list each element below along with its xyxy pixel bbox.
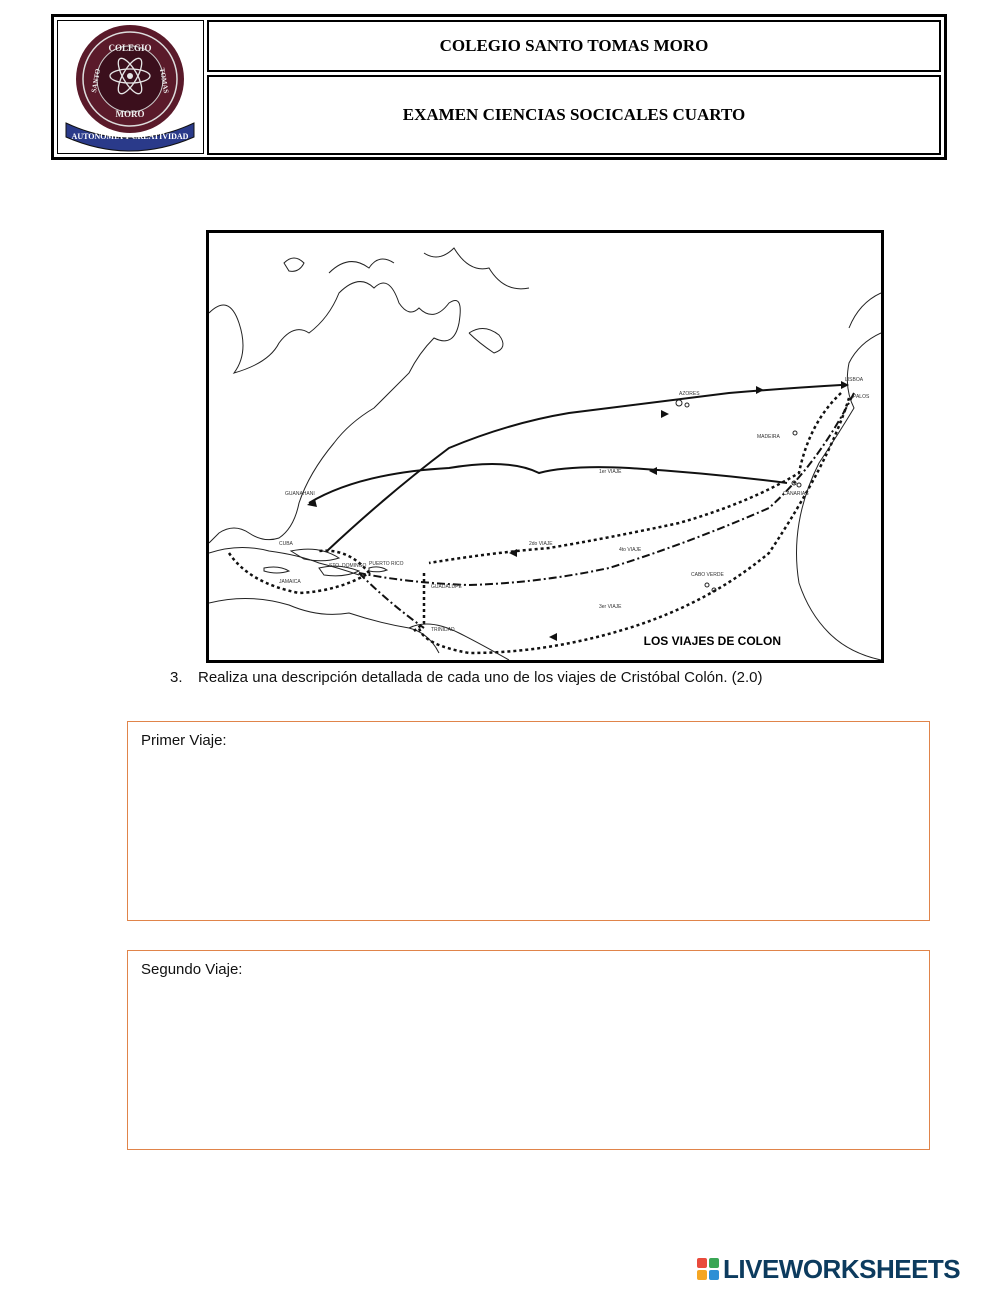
svg-text:AUTONOMIA Y CREATIVIDAD: AUTONOMIA Y CREATIVIDAD [71, 132, 189, 141]
school-seal-logo [58, 21, 202, 152]
svg-text:4to VIAJE: 4to VIAJE [619, 547, 642, 553]
logo-cell [57, 20, 204, 154]
svg-text:GUANAHANI: GUANAHANI [285, 491, 315, 497]
svg-text:AZORES: AZORES [679, 391, 700, 397]
answer-label: Segundo Viaje: [141, 961, 243, 978]
answer-box-segundo-viaje[interactable] [127, 950, 930, 1150]
exam-title: EXAMEN CIENCIAS SOCICALES CUARTO [402, 105, 746, 124]
header-table [51, 14, 947, 160]
svg-text:SANTO: SANTO [90, 68, 103, 94]
question-number: 3. [170, 669, 183, 686]
svg-text:LISBOA: LISBOA [845, 377, 864, 383]
school-name: COLEGIO SANTO TOMAS MORO [439, 36, 709, 55]
svg-text:3er VIAJE: 3er VIAJE [599, 604, 622, 610]
liveworksheets-logo [697, 1254, 960, 1284]
svg-text:MADEIRA: MADEIRA [757, 434, 780, 440]
svg-text:COLEGIO: COLEGIO [108, 43, 152, 53]
answer-box-primer-viaje[interactable] [127, 721, 930, 921]
map-drawing [209, 233, 881, 660]
svg-text:JAMAICA: JAMAICA [279, 579, 301, 585]
svg-text:PUERTO RICO: PUERTO RICO [369, 561, 404, 567]
svg-text:TOMAS: TOMAS [157, 67, 171, 94]
svg-text:STO. DOMINGO: STO. DOMINGO [329, 563, 367, 569]
svg-text:2do VIAJE: 2do VIAJE [529, 541, 553, 547]
svg-text:GUADALUPE: GUADALUPE [431, 584, 462, 590]
map-title: LOS VIAJES DE COLON [643, 634, 781, 648]
exam-title-cell [207, 75, 941, 155]
svg-text:CANARIAS: CANARIAS [783, 491, 809, 497]
brand-blocks-icon [697, 1258, 719, 1280]
svg-text:CUBA: CUBA [279, 541, 293, 547]
svg-text:1er VIAJE: 1er VIAJE [599, 469, 622, 475]
question-3 [170, 669, 763, 686]
svg-text:TRINIDAD: TRINIDAD [431, 627, 455, 633]
school-name-cell [207, 20, 941, 72]
svg-text:MORO: MORO [115, 109, 145, 119]
question-text: Realiza una descripción detallada de cada uno de los viajes de Cristóbal Colón. (2.0) [198, 669, 763, 686]
columbus-voyages-map [206, 230, 884, 663]
answer-label: Primer Viaje: [141, 732, 227, 749]
svg-text:PALOS: PALOS [853, 394, 870, 400]
brand-text: LIVEWORKSHEETS [723, 1253, 961, 1284]
svg-text:CABO VERDE: CABO VERDE [691, 572, 724, 578]
